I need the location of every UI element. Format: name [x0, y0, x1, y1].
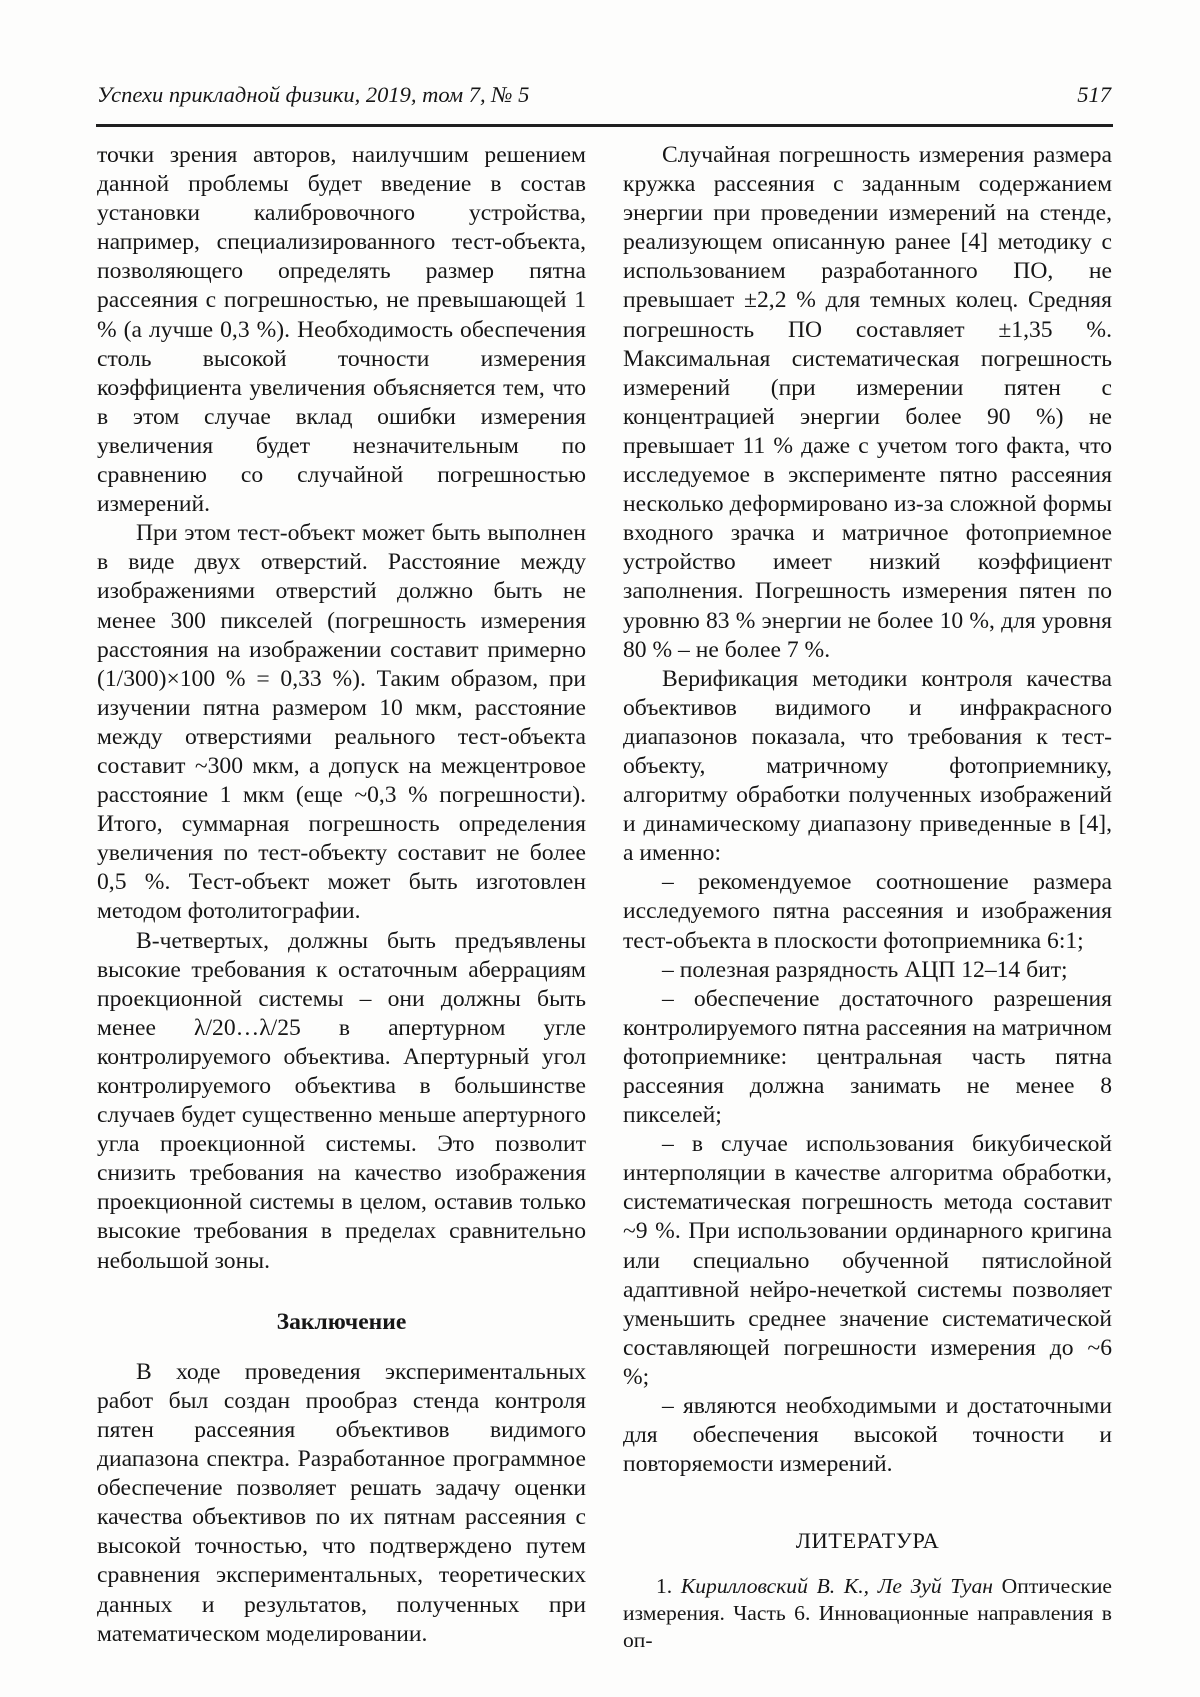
reference-authors: Кирилловский В. К., Ле Зуй Туан	[680, 1574, 993, 1599]
right-list-item-1: – рекомендуемое соотношение размера исследуемого пятна рассеяния и изображения тест-объекта в плоскости фотоприемника 6:1;	[623, 869, 1112, 954]
right-paragraph-1: Случайная погрешность измерения размера кружка рассеяния с заданным содержанием энергии при проведении измерений на стенде, реализующем описанную ранее [4] методику с использованием разработанного ПО, не превышает ±2,2 % для темных колец. Средняя погрешность ПО составляет ±1,35 %. Максимальная систематическая погрешность измерений (при измерении пятен с концентрацией энергии более 90 %) не превышает 11 % даже с учетом того факта, что исследуемое в эксперименте пятно рассеяния несколько деформировано из-за сложной формы входного зрачка и матричное фотоприемное устройство имеет низкий коэффициент заполнения. Погрешность измерения пятен по уровню 83 % энергии не более 10 %, для уровня 80 % – не более 7 %.	[623, 142, 1112, 663]
two-column-layout	[97, 141, 1113, 1653]
left-paragraph-3: В-четвертых, должны быть предъявлены высокие требования к остаточным аберрациям проекционной системы – они должны быть менее λ/20…λ/25 в апертурном угле контролируемого объектива. Апертурный угол контролируемого объектива в большинстве случаев будет существенно меньше апертурного угла проекционной системы. Это позволит снизить требования на качество изображения проекционной системы в целом, оставив только высокие требования в пределах сравнительно небольшой зоны.	[97, 927, 586, 1274]
right-list-item-3: – обеспечение достаточного разрешения контролируемого пятна рассеяния на матричном фотоприемнике: центральная часть пятна рассеяния должна занимать не менее 8 пикселей;	[623, 985, 1112, 1129]
page-number: 517	[1077, 82, 1111, 107]
literature-heading: ЛИТЕРАТУРА	[795, 1528, 940, 1554]
right-list-item-2: – полезная разрядность АЦП 12–14 бит;	[662, 956, 1068, 983]
header-rule	[96, 124, 1113, 127]
right-list-item-5: – являются необходимыми и достаточными для обеспечения высокой точности и повторяемости измерений.	[623, 1393, 1112, 1478]
left-paragraph-2: При этом тест-объект может быть выполнен в виде двух отверстий. Расстояние между изображениями отверстий должно быть не менее 300 пикселей (погрешность измерения расстояния на изображении составит примерно (1/300)×100 % = 0,33 %). Таким образом, при изучении пятна размером 10 мкм, расстояние между отверстиями реального тест-объекта составит ~300 мкм, а допуск на межцентровое расстояние 1 мкм (еще ~0,3 % погрешности). Итого, суммарная погрешность определения увеличения по тест-объекту составит не более 0,5 %. Тест-объект может быть изготовлен методом фотолитографии.	[97, 520, 586, 925]
left-paragraph-1: точки зрения авторов, наилучшим решением данной проблемы будет введение в состав установки калибровочного устройства, например, специализированного тест-объекта, позволяющего определять размер пятна рассеяния с погрешностью, не превышающей 1 % (а лучше 0,3 %). Необходимость обеспечения столь высокой точности измерения коэффициента увеличения объясняется тем, что в этом случае вклад ошибки измерения увеличения будет незначительным по сравнению со случайной погрешностью измерений.	[97, 142, 586, 518]
journal-title: Успехи прикладной физики, 2019, том 7, № 5	[97, 82, 530, 107]
left-paragraph-4: В ходе проведения экспериментальных работ был создан прообраз стенда контроля пятен рассеяния объективов видимого диапазона спектра. Разработанное программное обеспечение позволяет решать задачу оценки качества объективов по их пятнам рассеяния с высокой точностью, что подтверждено путем сравнения экспериментальных, теоретических данных и результатов, полученных при математическом моделировании.	[97, 1358, 586, 1647]
reference-entry-1	[623, 1573, 1112, 1653]
right-column	[623, 141, 1112, 1653]
right-list-item-4: – в случае использования бикубической интерполяции в качестве алгоритма обработки, систематическая погрешность метода составит ~9 %. При использовании ординарного кригина или специально обученной пятислойной адаптивной нейро-нечеткой системы позволяет уменьшить среднее значение систематической составляющей погрешности измерения до ~6 %;	[623, 1131, 1112, 1390]
running-header	[97, 82, 1111, 108]
right-paragraph-2: Верификация методики контроля качества объективов видимого и инфракрасного диапазонов показала, что требования к тест-объекту, матричному фотоприемнику, алгоритму обработки полученных изображений и динамическому диапазону приведенные в [4], а именно:	[623, 665, 1112, 867]
reference-title: Оптические измерения. Часть 6. Инновационные направления в оп-	[623, 1574, 1113, 1652]
reference-number: 1.	[656, 1574, 673, 1599]
left-column	[97, 141, 586, 1653]
conclusion-heading: Заключение	[276, 1308, 407, 1335]
